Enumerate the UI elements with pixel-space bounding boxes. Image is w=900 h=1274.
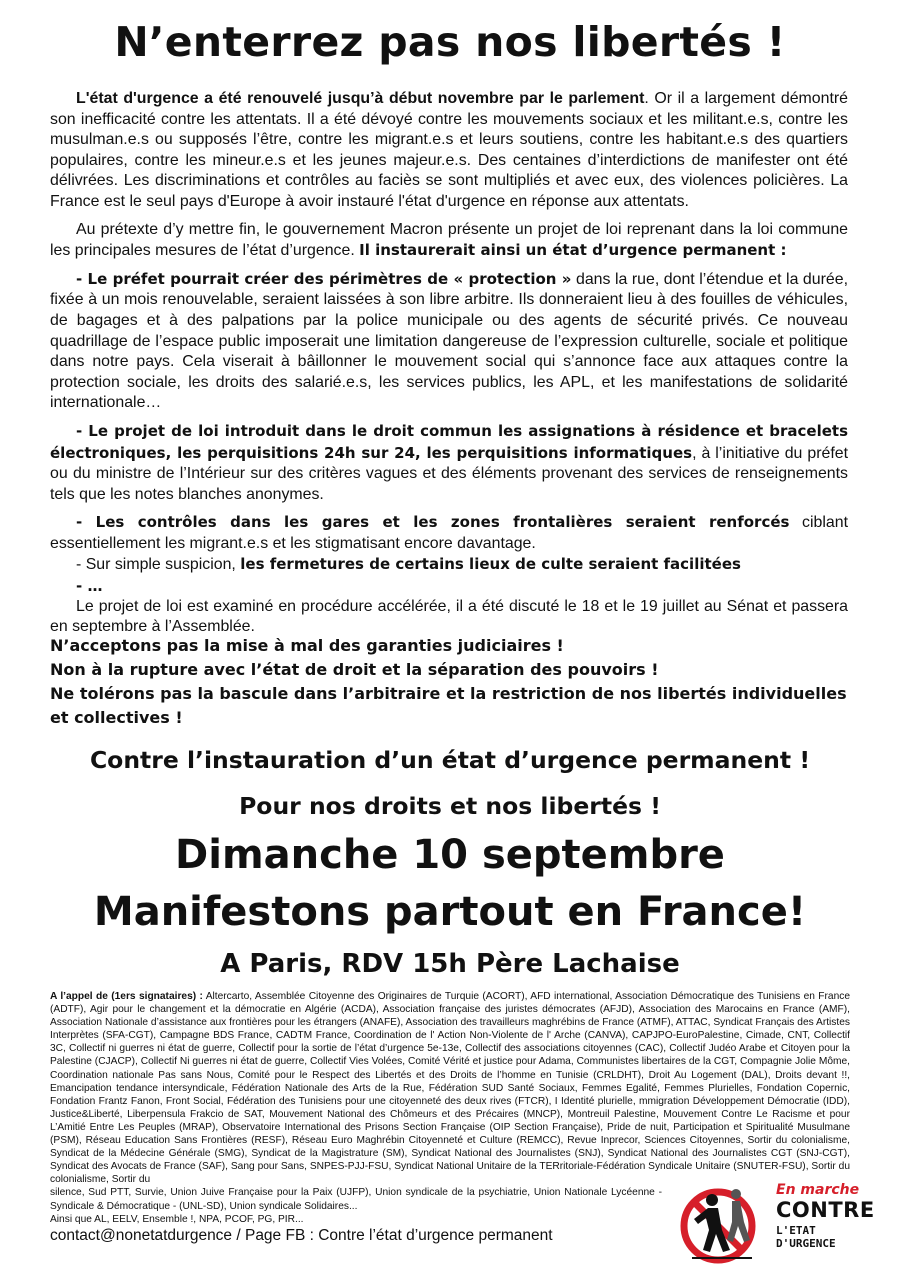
intro-paragraph (50, 89, 848, 213)
logo-line-1: En marche (776, 1182, 860, 1198)
measure-controls-bold: - Les contrôles dans les gares et les zones frontalières seraient renforcés (76, 513, 790, 532)
flyer-body (50, 89, 848, 638)
logo-line-3: L'ETAT D'URGENCE (776, 1224, 836, 1250)
call-line: N’acceptons pas la mise à mal des garanties judiciaires ! (50, 636, 564, 655)
signatories-list-end: silence, Sud PTT, Survie, Union Juive Française pour la Paix (UJFP), Union syndicale de la psychiatrie, Union Nationale Lycéenne - Syndicale & Démocratique - (UNL-SD), Union syndicale Solidaires... (50, 1187, 662, 1212)
procedure-paragraph: Le projet de loi est examiné en procédure accélérée, il a été discuté le 18 et le 19 juillet au Sénat et passera en septembre à l’Assemblée. (50, 597, 848, 636)
measure-controls-text: ciblant essentiellement les migrant.e.s et les stigmatisant encore davantage. (50, 514, 848, 552)
measure-perimeters (50, 269, 848, 414)
call-line: Ne tolérons pas la bascule dans l’arbitraire et la restriction de nos libertés individuelles et collectives ! (50, 684, 847, 727)
event-date: Dimanche 10 septembre (175, 832, 725, 878)
measure-perimeters-text: dans la rue, dont l’étendue et la durée, fixée à un mois renouvelable, seraient laissées à son libre arbitre. Ils donneraient lieu à des fouilles de véhicules, de bagages et à des palpations par la police municipale ou des agents de sécurité privés. Ce nouveau quadrillage de l’espace public imposerait une limitation dangereuse de l’expression culturelle, sociale et politique dans notre pays. Cela viserait à bâillonner le mouvement social qui s’annonce face aux attaques contre la protection sociale, les droits des salarié.e.s, les services publics, les APL, et les manifestations de solidarité internationale… (50, 270, 848, 412)
measure-worship (50, 554, 848, 576)
intro-bold: L'état d'urgence a été renouvelé jusqu’à début novembre par le parlement (76, 90, 645, 107)
pretext-text: Au prétexte d’y mettre fin, le gouvernement Macron présente un projet de loi reprenant dans la loi commune les principales mesures de l’état d’urgence. (50, 220, 848, 260)
contact-line: contact@nonetatdurgence / Page FB : Contre l’état d’urgence permanent (50, 1227, 553, 1244)
intro-text: . Or il a largement démontré son inefficacité contre les attentats. Il a été dévoyé contre les mouvements sociaux et les militant.e.s, contre les musulman.e.s ou supposés l’être, contre les migrant.e.s et leurs soutiens, contre les habitant.e.s des quartiers populaires, contre les mineur.e.s et les jeunes majeur.e.s. Des centaines d’interdictions de manifester ont été délivrées. Les discriminations et contrôles au faciès se sont multipliés et avec eux, des violences policières. La France est le seul pays d'Europe à avoir instauré l'état d'urgence en réponse aux attentats. (50, 90, 848, 210)
measure-ellipsis: - … (76, 577, 103, 596)
pretext-bold: Il instaurerait ainsi un état d’urgence permanent : (359, 241, 787, 260)
measure-worship-bold: les fermetures de certains lieux de culte seraient facilitées (240, 555, 741, 574)
measure-assignations-text: , à l’initiative du préfet ou du ministre de l’Intérieur sur des critères vagues et des éléments provenant des services de renseignements tels que les notes blanches anonymes. (50, 444, 848, 503)
event-headline: Manifestons partout en France! (93, 889, 807, 935)
signatories-lead: A l’appel de (1ers signataires) : (50, 991, 203, 1002)
event-location: A Paris, RDV 15h Père Lachaise (220, 949, 680, 979)
signatories-parties: Ainsi que AL, EELV, Ensemble !, NPA, PCOF, PG, PIR... (50, 1213, 304, 1225)
pretext-paragraph (50, 220, 848, 262)
calls-to-action (50, 634, 858, 730)
measure-controls (50, 512, 848, 554)
measure-perimeters-bold: - Le préfet pourrait créer des périmètres de « protection » (76, 269, 572, 288)
signatories-list: Altercarto, Assemblée Citoyenne des Originaires de Turquie (ACORT), AFD international, Association Démocratique des Tunisiens en France (ADTF), Agir pour le changement et la démocratie en Algérie (ACDA), Association française des juristes démocrates (AFJD), Association des Marocains en France (AMF), Association Nationale d’assistance aux frontières pour les étrangers (ANAFE), Association des travailleurs maghrébins de France (ATMF), ATTAC, Syndicat Français des Artistes Interprètes (SFA-CGT), Campagne BDS France, CADTM France, Coordination de l' Action Non-Violente de l' Arche (CANVA), CAPJPO-EuroPalestine, Cimade, CNT, Collectif 3C, Collectif ni guerres ni état de guerre, Collectif pour la sortie de l’état d’urgence 5e-13e, Collectif des associations citoyennes (CAC), Collectif Judéo Arabe et Citoyen pour la Palestine (CJACP), Collectif Ni guerres ni état de guerre, Collectif Vies Volées, Comité Vérité et justice pour Adama, Communistes libertaires de la CGT, Compagnie Jolie Môme, Coordination nationale Pas sans Nous, Comité pour le Respect des Libertés et des Droits de l’homme en Tunisie (CRLDHT), Droit Au Logement (DAL), Droits devant !!, Emancipation tendance intersyndicale, Fédération Nationale des Arts de la Rue, Fédération SUD Santé Sociaux, Femmes Egalité, Femmes Plurielles, Fondation Copernic, Fondation Frantz Fanon, Front Social, Fédération des Tunisiens pour une citoyenneté des deux rives (FTCR), I Identité plurielle, mmigration Développement Démocratie (IDD), Justice&Liberté, Liberpensula Frakcio de SAT, Mouvement National des Chômeurs et des Précaires (MNCP), Montreuil Palestine, Mouvement Contre Le Racisme et pour L’Amitié Entre Les Peuples (MRAP), Observatoire International des Prisons Section Française (OIP Section Française), Pride de nuit, Participation et Spiritualité Musulmane (PSM), Réseau Education Sans Frontières (RESF), Réseau Euro Maghrébin Citoyenneté et Culture (REMCC), Revue Inprecor, Sciences Citoyennes, Sortir du colonialisme, Syndicat de la Médecine Générale (SMG), Syndicat de la Magistrature (SM), Syndicat National des Journalistes (SNJ), Syndicat National des Journalistes CGT (SNJ-CGT), Syndicat des Avocats de France (SAF), Sang pour Sans, SNPES-PJJ-FSU, Syndicat National Unitaire de la TERritoriale-Fédération Syndicale Unitaire (SNUTER-FSU), Sortir du colonialisme, Sortir du (50, 991, 850, 1186)
call-line: Non à la rupture avec l’état de droit et la séparation des pouvoirs ! (50, 660, 659, 679)
logo-line-2: CONTRE (776, 1198, 875, 1222)
page-title: N’enterrez pas nos libertés ! (114, 18, 786, 66)
slogan-rights: Pour nos droits et nos libertés ! (239, 792, 661, 820)
slogan-permanent: Contre l’instauration d’un état d’urgence permanent ! (89, 746, 811, 774)
measure-assignations-bold: - Le projet de loi introduit dans le droit commun les assignations à résidence et bracelets électroniques, les perquisitions 24h sur 24, les perquisitions informatiques (50, 421, 848, 462)
campaign-logo (672, 1172, 875, 1268)
measure-worship-text: - Sur simple suspicion, (76, 556, 241, 574)
prohibited-marcher-icon (672, 1172, 772, 1268)
measure-assignations (50, 421, 848, 505)
